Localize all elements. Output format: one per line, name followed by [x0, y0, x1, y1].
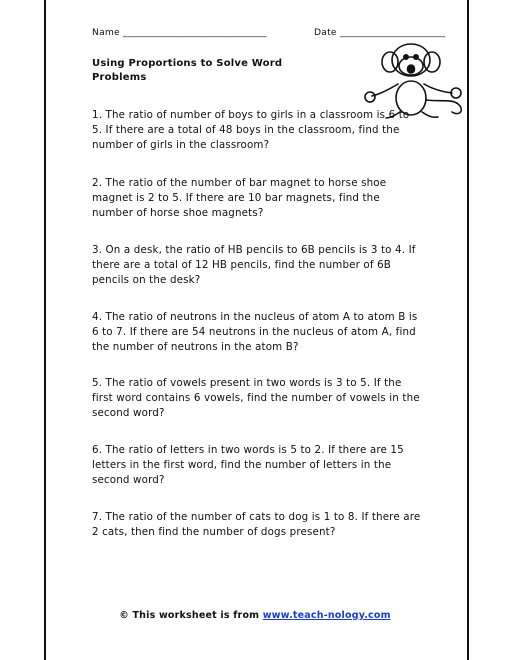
problem-1: 1. The ratio of number of boys to girls in a classroom is 6 to 5. If there are a total of 48 boys in the classroom, find the number of girls in the classroom? — [92, 109, 410, 151]
problem-4: 4. The ratio of neutrons in the nucleus of atom A to atom B is 6 to 7. If there are 54 neutrons in the nucleus of atom A, find the number of neutrons in the atom B? — [92, 311, 418, 353]
footer-link[interactable]: www.teach-nology.com — [262, 610, 391, 621]
name-field[interactable]: Name ______________________________ — [92, 27, 267, 38]
problem-7: 7. The ratio of the number of cats to dog is 1 to 8. If there are 2 cats, then find the number of dogs present? — [92, 511, 421, 538]
date-field[interactable]: Date ______________________ — [314, 27, 446, 38]
footer-credit: © This worksheet is from — [119, 610, 263, 621]
problem-3: 3. On a desk, the ratio of HB pencils to 6B pencils is 3 to 4. If there are a total of 12 HB pencils, find the number of 6B pencils on the desk? — [92, 244, 416, 286]
page-border-left — [44, 0, 46, 660]
worksheet-footer — [0, 610, 510, 621]
problem-5: 5. The ratio of vowels present in two words is 3 to 5. If the first word contains 6 vowels, find the number of vowels in the second word? — [92, 377, 420, 419]
problem-6: 6. The ratio of letters in two words is 5 to 2. If there are 15 letters in the first word, find the number of letters in the second word? — [92, 444, 404, 486]
worksheet-title: Using Proportions to Solve Word Problems — [92, 58, 283, 83]
problem-2: 2. The ratio of the number of bar magnet to horse shoe magnet is 2 to 5. If there are 10 bar magnets, find the number of horse shoe magnets? — [92, 177, 387, 219]
